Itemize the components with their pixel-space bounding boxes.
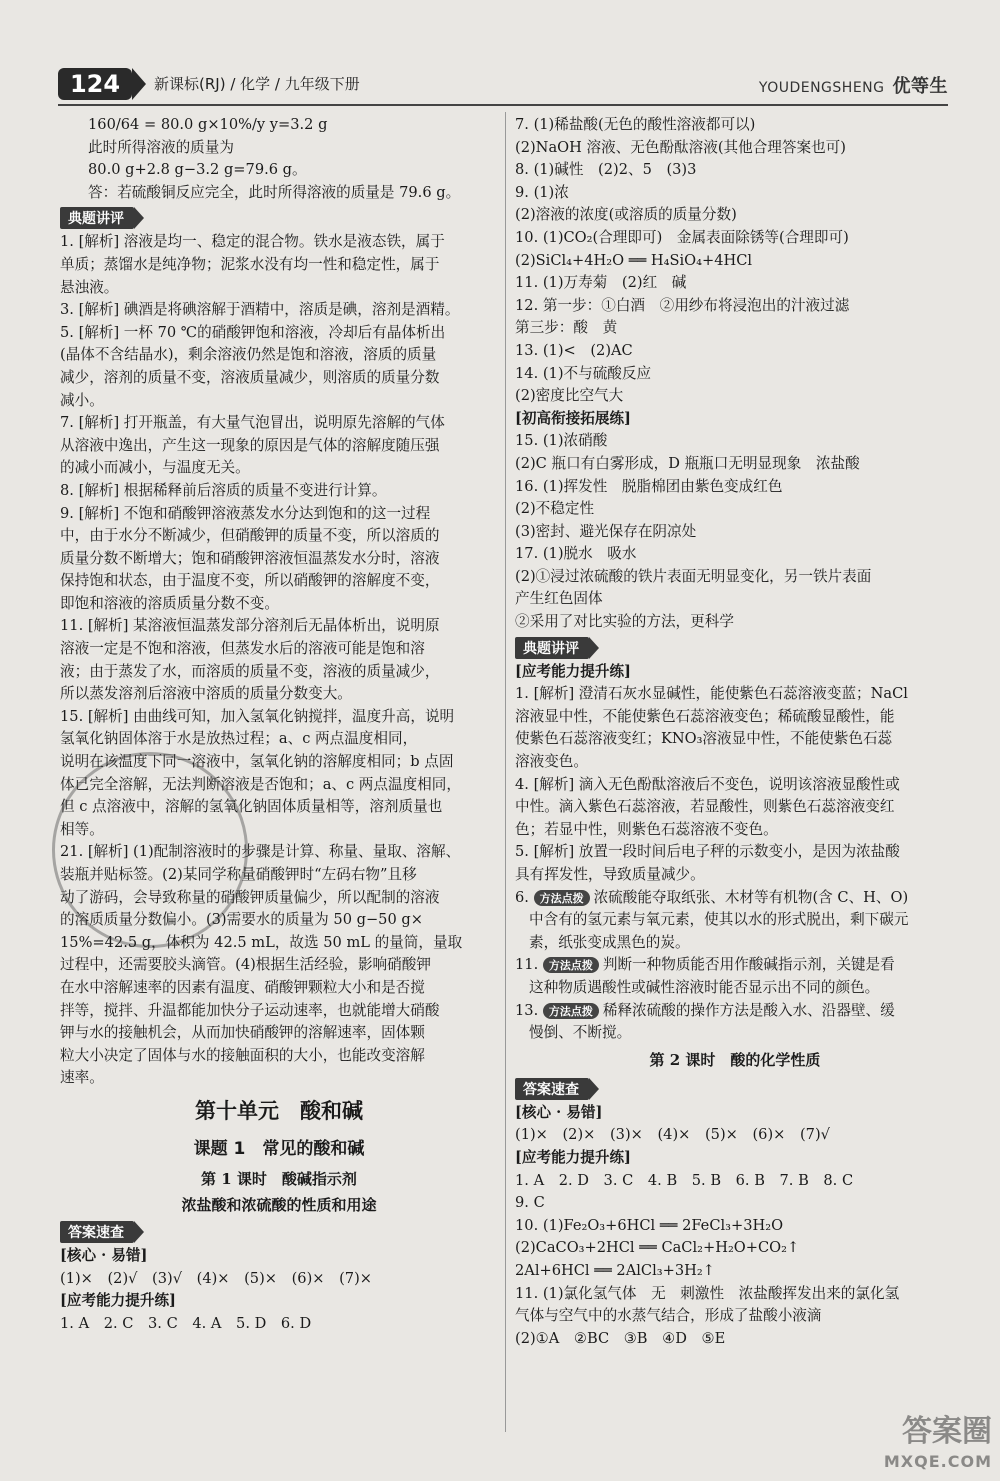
- text-line: 5. [解析] 一杯 70 ℃的硝酸钾饱和溶液，冷却后有晶体析出: [60, 323, 446, 341]
- text-line: 7. (1)稀盐酸(无色的酸性溶液都可以): [515, 116, 756, 133]
- text-line: 溶液一定是不饱和溶液，但蒸发水后的溶液可能是饱和溶: [60, 640, 425, 658]
- text-line: 1. [解析] 澄清石灰水显碱性，能使紫色石蕊溶液变蓝；NaCl: [515, 685, 908, 703]
- text-line: 15. [解析] 由曲线可知，加入氢氧化钠搅拌，温度升高，说明: [60, 707, 455, 725]
- text-line: 减少，溶剂的质量不变，溶液质量减少，则溶质的质量分数: [60, 368, 440, 386]
- text-line: 14. (1)不与硫酸反应: [515, 364, 652, 382]
- text-line: (3)密封、避光保存在阴凉处: [515, 522, 697, 540]
- text-line: 色；若显中性，则紫色石蕊溶液不变色。: [515, 820, 778, 838]
- text-line: 2Al+6HCl ══ 2AlCl₃+3H₂↑: [515, 1261, 715, 1279]
- method-tag: 方法点拨: [534, 890, 590, 906]
- lesson-subtitle: 浓盐酸和浓硫酸的性质和用途: [181, 1195, 377, 1214]
- brand-cn: 优等生: [892, 76, 948, 97]
- text-line: 9. [解析] 不饱和硝酸钾溶液蒸发水分达到饱和的这一过程: [60, 504, 431, 522]
- watermark: [883, 1414, 992, 1477]
- text-line: 减小。: [60, 391, 104, 409]
- core-label: [核心 · 易错]: [515, 1103, 603, 1121]
- text-line: 过程中，还需要胶头滴管。(4)根据生活经验，影响硝酸钾: [60, 956, 431, 974]
- text-line: 使紫色石蕊溶液变红；KNO₃溶液显中性，不能使紫色石蕊: [515, 730, 893, 748]
- ability-label: [应考能力提升练]: [515, 1148, 631, 1166]
- text-line: 慢倒、不断搅。: [529, 1024, 632, 1042]
- text-line: 7. [解析] 打开瓶盖，有大量气泡冒出，说明原先溶解的气体: [60, 414, 445, 432]
- lesson-title: 第 2 课时 酸的化学性质: [649, 1050, 821, 1069]
- text-line: 相等。: [60, 820, 104, 838]
- text-line: 单质；蒸馏水是纯净物；泥浆水没有均一性和稳定性，属于: [60, 255, 440, 273]
- text-line: (2)密度比空气大: [515, 387, 624, 405]
- section-tag: 答案速查: [515, 1078, 589, 1100]
- section-tag: 典题讲评: [515, 637, 589, 659]
- text-line: 17. (1)脱水 吸水: [515, 545, 637, 563]
- text-line: 所以蒸发溶剂后溶液中溶质的质量分数变大。: [60, 685, 352, 703]
- text-line: 素，纸张变成黑色的炭。: [529, 933, 690, 951]
- text-line: 3. [解析] 碘酒是将碘溶解于酒精中，溶质是碘，溶剂是酒精。: [60, 301, 460, 319]
- text-line: 质量分数不断增大；饱和硝酸钾溶液恒温蒸发水分时，溶液: [60, 549, 440, 567]
- text-line: (2)溶液的浓度(或溶质的质量分数): [515, 206, 737, 224]
- text-line: 拌等，搅拌、升温都能加快分子运动速率，也就能增大硝酸: [60, 1001, 440, 1019]
- text-line: 第三步：酸 黄: [515, 319, 618, 337]
- text-line: 中，由于水分不断减少，但硝酸钾的质量不变，所以溶质的: [60, 527, 440, 545]
- text-line: 此时所得溶液的质量为: [88, 138, 234, 156]
- text-line: 这种物质遇酸性或碱性溶液时能否显示出不同的颜色。: [529, 978, 880, 996]
- method-tag: 方法点拨: [543, 1003, 599, 1019]
- page-number: 124: [58, 68, 132, 100]
- text-line: 溶液变色。: [515, 753, 588, 771]
- text-line: 12. 第一步：①白酒 ②用纱布将浸泡出的汁液过滤: [515, 296, 850, 314]
- page-number-arrow: [132, 68, 146, 100]
- text-line: (2)①A ②BC ③B ④D ⑤E: [515, 1329, 726, 1347]
- text-line: 钾与水的接触机会，从而加快硝酸钾的溶解速率，固体颗: [60, 1024, 425, 1042]
- text-line: 160/64 = 80.0 g×10%/y y=3.2 g: [88, 116, 328, 133]
- text-line: 气体与空气中的水蒸气结合，形成了盐酸小液滴: [515, 1307, 822, 1325]
- column-divider: [505, 112, 506, 1432]
- text-line: 80.0 g+2.8 g−3.2 g=79.6 g。: [88, 161, 307, 179]
- ability-label: [应考能力提升练]: [60, 1292, 176, 1310]
- text-line: 10. (1)CO₂(合理即可) 金属表面除锈等(合理即可): [515, 228, 849, 246]
- left-column: [60, 114, 498, 1335]
- watermark-sub: MXQE.COM: [883, 1452, 992, 1471]
- text-line: (2)CaCO₃+2HCl ══ CaCl₂+H₂O+CO₂↑: [515, 1239, 800, 1257]
- text-line: 9. C: [515, 1194, 545, 1212]
- core-label: [核心 · 易错]: [60, 1246, 148, 1264]
- text-line: 8. [解析] 根据稀释前后溶质的质量不变进行计算。: [60, 481, 387, 499]
- text-line: 1. A 2. D 3. C 4. B 5. B 6. B 7. B 8. C: [515, 1171, 854, 1189]
- analysis-block: [60, 231, 498, 1090]
- ability-label: [应考能力提升练]: [515, 662, 631, 680]
- answers-block: [515, 1170, 955, 1351]
- right-column: [515, 114, 955, 1350]
- ability-answers: 1. A 2. C 3. C 4. A 5. D 6. D: [60, 1314, 312, 1332]
- brand-en: YOUDENGSHENG: [758, 80, 885, 96]
- answers-block: [515, 114, 955, 408]
- text-line: 5. [解析] 放置一段时间后电子秤的示数变小，是因为浓盐酸: [515, 843, 900, 861]
- method-line: 11. 方法点拨 判断一种物质能否用作酸碱指示剂，关键是看: [515, 956, 895, 974]
- text-line: 的溶质质量分数偏小。(3)需要水的质量为 50 g−50 g×: [60, 911, 423, 929]
- lesson-title: 第 1 课时 酸碱指示剂: [201, 1169, 357, 1188]
- text-line: 15. (1)浓硝酸: [515, 432, 608, 450]
- text-line: 从溶液中逸出，产生这一现象的原因是气体的溶解度随压强: [60, 436, 440, 454]
- section-tag: 答案速查: [60, 1221, 134, 1243]
- text-line: (2)NaOH 溶液、无色酚酞溶液(其他合理答案也可): [515, 138, 846, 156]
- topic-title: 课题 1 常见的酸和碱: [193, 1138, 365, 1159]
- text-line: 9. (1)浓: [515, 183, 569, 201]
- text-line: 粒大小决定了固体与水的接触面积的大小，也能改变溶解: [60, 1046, 425, 1064]
- analysis-block: [515, 683, 955, 886]
- text-line: 中性。滴入紫色石蕊溶液，若显酸性，则紫色石蕊溶液变红: [515, 798, 895, 816]
- text-line: 产生红色固体: [515, 590, 603, 608]
- header-divider: [58, 104, 948, 106]
- brand: [759, 72, 948, 98]
- text-line: 中含有的氢元素与氧元素，使其以水的形式脱出，剩下碳元: [529, 911, 909, 929]
- text-line: 10. (1)Fe₂O₃+6HCl ══ 2FeCl₃+3H₂O: [515, 1216, 784, 1234]
- text-line: 的减小而减小，与温度无关。: [60, 459, 250, 477]
- page-header: [58, 68, 948, 102]
- text-line: (2)①浸过浓硫酸的铁片表面无明显变化，另一铁片表面: [515, 567, 872, 585]
- section-tag: 典题讲评: [60, 207, 134, 229]
- text-line: 装瓶并贴标签。(2)某同学称量硝酸钾时“左码右物”且移: [60, 866, 417, 883]
- core-answers: (1)× (2)√ (3)√ (4)× (5)× (6)× (7)×: [60, 1269, 373, 1287]
- text-line: 在水中溶解速率的因素有温度、硝酸钾颗粒大小和是否搅: [60, 978, 425, 996]
- text-line: 但 c 点溶液中，溶解的氢氧化钠固体质量相等，溶剂质量也: [60, 798, 443, 816]
- text-line: (2)不稳定性: [515, 500, 595, 518]
- text-line: 1. [解析] 溶液是均一、稳定的混合物。铁水是液态铁，属于: [60, 233, 445, 251]
- method-line: 13. 方法点拨 稀释浓硫酸的操作方法是酸入水、沿器壁、缓: [515, 1001, 895, 1019]
- text-line: (2)SiCl₄+4H₂O ══ H₄SiO₄+4HCl: [515, 251, 753, 269]
- text-line: 11. [解析] 某溶液恒温蒸发部分溶剂后无晶体析出，说明原: [60, 617, 440, 635]
- text-line: ②采用了对比实验的方法，更科学: [515, 613, 734, 631]
- unit-title: 第十单元 酸和碱: [195, 1098, 363, 1123]
- watermark-main: 答案圈: [902, 1414, 992, 1449]
- text-line: (晶体不含结晶水)，剩余溶液仍然是饱和溶液，溶质的质量: [60, 346, 437, 364]
- text-line: 说明在该温度下同一溶液中，氢氧化钠的溶解度相同；b 点固: [60, 753, 454, 771]
- text-line: 4. [解析] 滴入无色酚酞溶液后不变色，说明该溶液显酸性或: [515, 775, 900, 793]
- text-line: (2)C 瓶口有白雾形成，D 瓶瓶口无明显现象 浓盐酸: [515, 454, 860, 472]
- method-line: 6. 方法点拨 浓硫酸能夺取纸张、木材等有机物(含 C、H、O): [515, 888, 909, 906]
- text-line: 11. (1)万寿菊 (2)红 碱: [515, 274, 687, 292]
- text-line: 动了游码，会导致称量的硝酸钾质量偏少，所以配制的溶液: [60, 888, 440, 906]
- text-line: 氢氧化钠固体溶于水是放热过程；a、c 两点温度相同，: [60, 730, 418, 748]
- text-line: 液；由于蒸发了水，而溶质的质量不变，溶液的质量减少，: [60, 662, 440, 680]
- text-line: 13. (1)< (2)AC: [515, 341, 633, 359]
- text-line: 溶液显中性，不能使紫色石蕊溶液变色；稀硫酸显酸性，能: [515, 707, 895, 725]
- text-line: 体已完全溶解，无法判断溶液是否饱和；a、c 两点温度相同，: [60, 775, 461, 793]
- breadcrumb: 新课标(RJ) / 化学 / 九年级下册: [154, 75, 360, 93]
- text-line: 8. (1)碱性 (2)2、5 (3)3: [515, 161, 697, 179]
- bridge-label: [初高衔接拓展练]: [515, 409, 631, 427]
- text-line: 11. (1)氯化氢气体 无 刺激性 浓盐酸挥发出来的氯化氢: [515, 1284, 900, 1302]
- text-line: 速率。: [60, 1069, 104, 1087]
- text-line: 16. (1)挥发性 脱脂棉团由紫色变成红色: [515, 477, 783, 495]
- text-line: 15%=42.5 g，体积为 42.5 mL，故选 50 mL 的量筒，量取: [60, 933, 463, 951]
- text-line: 保持饱和状态，由于温度不变，所以硝酸钾的溶解度不变，: [60, 572, 440, 590]
- text-line: 即饱和溶液的溶质质量分数不变。: [60, 594, 279, 612]
- method-tag: 方法点拨: [543, 957, 599, 973]
- text-line: 答：若硫酸铜反应完全，此时所得溶液的质量是 79.6 g。: [88, 183, 461, 201]
- text-line: 悬浊液。: [60, 278, 119, 296]
- text-line: 具有挥发性，导致质量减少。: [515, 866, 705, 883]
- text-line: 21. [解析] (1)配制溶液时的步骤是计算、称量、量取、溶解、: [60, 843, 461, 861]
- core-answers: (1)× (2)× (3)× (4)× (5)× (6)× (7)√: [515, 1126, 830, 1144]
- answers-block: [515, 430, 955, 633]
